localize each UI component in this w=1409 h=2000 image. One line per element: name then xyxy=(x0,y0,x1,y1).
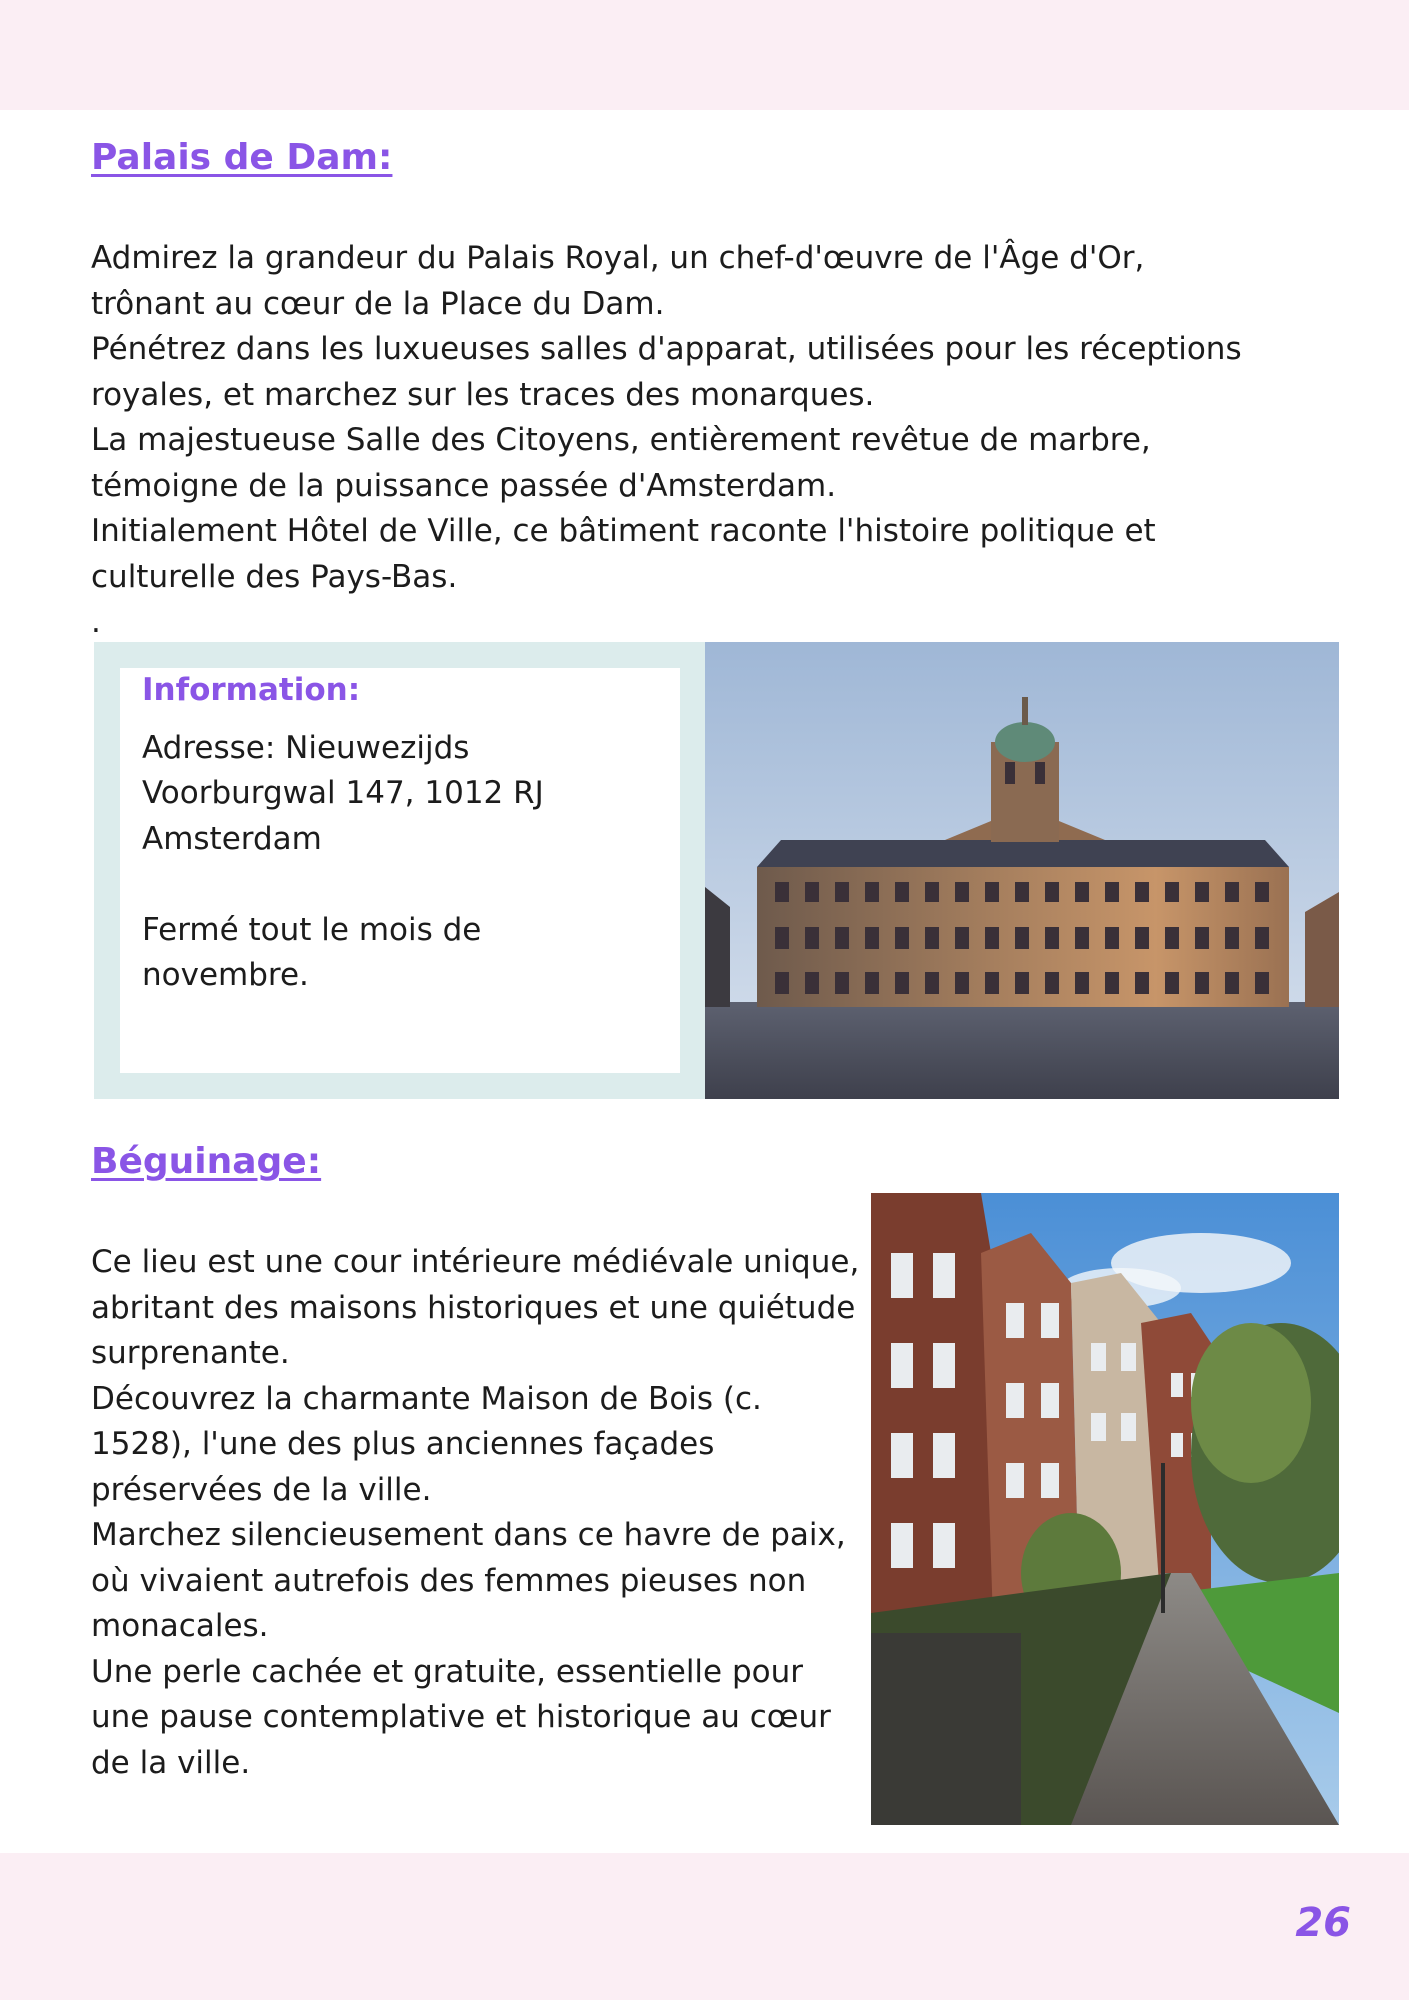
palais-paragraph: Initialement Hôtel de Ville, ce bâtiment raconte l'histoire politique et culturelle des Pays-Bas. xyxy=(91,513,1156,595)
palais-description xyxy=(91,236,1261,646)
palais-paragraph: Admirez la grandeur du Palais Royal, un chef-d'œuvre de l'Âge d'Or, trônant au cœur de la Place du Dam. xyxy=(91,240,1145,322)
beguinage-description xyxy=(91,1240,861,1786)
beguinage-heading: Béguinage: xyxy=(91,1141,322,1182)
hours-line: novembre. xyxy=(142,957,309,993)
palais-paragraph: . xyxy=(91,604,101,640)
palais-heading: Palais de Dam: xyxy=(91,137,393,178)
address-line: Amsterdam xyxy=(142,821,322,857)
beguinage-paragraph: Ce lieu est une cour intérieure médiévale unique, abritant des maisons historiques et une quiétude surprenante. xyxy=(91,1244,860,1371)
beguinage-paragraph: Une perle cachée et gratuite, essentielle pour une pause contemplative et historique au cœur de la ville. xyxy=(91,1653,831,1781)
palais-paragraph: Pénétrez dans les luxueuses salles d'apparat, utilisées pour les réceptions royales, et marchez sur les traces des monarques. xyxy=(91,331,1242,413)
footer-band xyxy=(0,1853,1409,2000)
page-number: 26 xyxy=(1295,1900,1351,1946)
info-panel xyxy=(94,642,705,1099)
header-band xyxy=(0,0,1409,110)
info-card xyxy=(120,668,680,1073)
hours-line: Fermé tout le mois de xyxy=(142,912,482,948)
royal-palace-photo xyxy=(705,642,1339,1099)
address-line: Voorburgwal 147, 1012 RJ xyxy=(142,775,544,811)
beguinage-photo xyxy=(871,1193,1339,1825)
beguinage-paragraph: Découvrez la charmante Maison de Bois (c. 1528), l'une des plus anciennes façades préservées de la ville. xyxy=(91,1380,762,1508)
beguinage-paragraph: Marchez silencieusement dans ce havre de paix, où vivaient autrefois des femmes pieuses non monacales. xyxy=(91,1517,846,1644)
palais-paragraph: La majestueuse Salle des Citoyens, entièrement revêtue de marbre, témoigne de la puissance passée d'Amsterdam. xyxy=(91,422,1151,504)
address-line: Adresse: Nieuwezijds xyxy=(142,730,470,766)
info-title: Information: xyxy=(142,672,361,708)
